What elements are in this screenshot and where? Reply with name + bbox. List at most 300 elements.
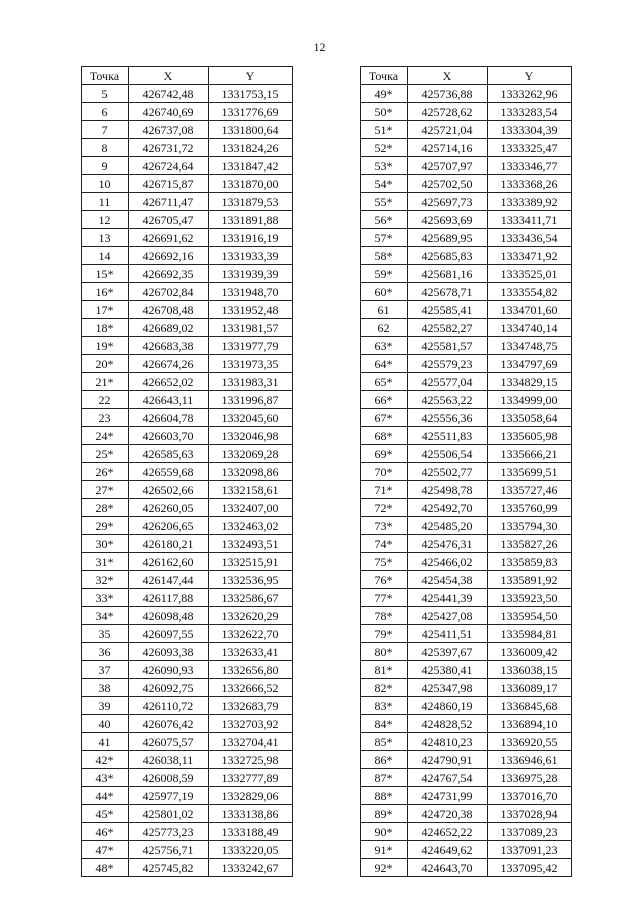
cell-point: 6 <box>82 103 129 121</box>
cell-y: 1333242,67 <box>209 859 293 877</box>
cell-point: 45* <box>82 805 129 823</box>
cell-y: 1333368,26 <box>488 175 572 193</box>
cell-point: 71* <box>361 481 408 499</box>
cell-y: 1331870,00 <box>209 175 293 193</box>
cell-y: 1332536,95 <box>209 571 293 589</box>
cell-y: 1331916,19 <box>209 229 293 247</box>
cell-y: 1331996,87 <box>209 391 293 409</box>
table-row <box>361 625 572 643</box>
table-row <box>361 103 572 121</box>
cell-y: 1331800,64 <box>209 121 293 139</box>
table-row <box>361 481 572 499</box>
header-x: X <box>408 67 488 85</box>
table-row <box>82 247 293 265</box>
cell-y: 1331973,35 <box>209 355 293 373</box>
cell-y: 1331981,57 <box>209 319 293 337</box>
cell-y: 1336845,68 <box>488 697 572 715</box>
cell-y: 1331952,48 <box>209 301 293 319</box>
cell-y: 1331776,69 <box>209 103 293 121</box>
cell-y: 1333346,77 <box>488 157 572 175</box>
cell-x: 424790,91 <box>408 751 488 769</box>
cell-point: 30* <box>82 535 129 553</box>
cell-x: 426724,64 <box>129 157 209 175</box>
table-row <box>361 535 572 553</box>
table-row <box>82 805 293 823</box>
cell-y: 1333304,39 <box>488 121 572 139</box>
cell-x: 426740,69 <box>129 103 209 121</box>
table-row <box>361 175 572 193</box>
table-row <box>82 751 293 769</box>
header-x: X <box>129 67 209 85</box>
table-row <box>361 823 572 841</box>
cell-x: 426715,87 <box>129 175 209 193</box>
cell-point: 41 <box>82 733 129 751</box>
cell-y: 1333471,92 <box>488 247 572 265</box>
cell-x: 426092,75 <box>129 679 209 697</box>
cell-x: 425347,98 <box>408 679 488 697</box>
header-point: Точка <box>361 67 408 85</box>
cell-y: 1331939,39 <box>209 265 293 283</box>
cell-point: 84* <box>361 715 408 733</box>
table-row <box>361 121 572 139</box>
table-row <box>361 805 572 823</box>
cell-y: 1332069,28 <box>209 445 293 463</box>
cell-x: 426603,70 <box>129 427 209 445</box>
cell-x: 425773,23 <box>129 823 209 841</box>
table-row <box>361 769 572 787</box>
cell-x: 425685,83 <box>408 247 488 265</box>
cell-point: 32* <box>82 571 129 589</box>
cell-y: 1332045,60 <box>209 409 293 427</box>
cell-y: 1333188,49 <box>209 823 293 841</box>
cell-point: 42* <box>82 751 129 769</box>
table-row <box>361 697 572 715</box>
cell-x: 426147,44 <box>129 571 209 589</box>
cell-point: 44* <box>82 787 129 805</box>
cell-y: 1335699,51 <box>488 463 572 481</box>
cell-y: 1337028,94 <box>488 805 572 823</box>
cell-y: 1331977,79 <box>209 337 293 355</box>
table-row <box>82 427 293 445</box>
cell-y: 1332586,67 <box>209 589 293 607</box>
table-row <box>82 121 293 139</box>
table-row <box>82 643 293 661</box>
table-row <box>361 229 572 247</box>
cell-point: 79* <box>361 625 408 643</box>
table-row <box>361 679 572 697</box>
cell-x: 425577,04 <box>408 373 488 391</box>
header-y: Y <box>209 67 293 85</box>
table-row <box>82 589 293 607</box>
table-row <box>361 859 572 877</box>
cell-y: 1335605,98 <box>488 427 572 445</box>
cell-x: 424720,38 <box>408 805 488 823</box>
cell-point: 22 <box>82 391 129 409</box>
table-row <box>361 787 572 805</box>
cell-x: 424652,22 <box>408 823 488 841</box>
cell-point: 61 <box>361 301 408 319</box>
header-point: Точка <box>82 67 129 85</box>
cell-point: 49* <box>361 85 408 103</box>
cell-point: 40 <box>82 715 129 733</box>
cell-point: 83* <box>361 697 408 715</box>
cell-point: 26* <box>82 463 129 481</box>
table-row <box>82 337 293 355</box>
table-row <box>361 301 572 319</box>
table-row <box>82 859 293 877</box>
cell-y: 1332620,29 <box>209 607 293 625</box>
cell-y: 1333389,92 <box>488 193 572 211</box>
table-row <box>82 355 293 373</box>
cell-y: 1333262,96 <box>488 85 572 103</box>
table-row <box>82 697 293 715</box>
cell-point: 91* <box>361 841 408 859</box>
cell-point: 57* <box>361 229 408 247</box>
cell-point: 73* <box>361 517 408 535</box>
cell-y: 1333325,47 <box>488 139 572 157</box>
cell-x: 425397,67 <box>408 643 488 661</box>
cell-y: 1332407,00 <box>209 499 293 517</box>
cell-x: 425693,69 <box>408 211 488 229</box>
cell-x: 425697,73 <box>408 193 488 211</box>
cell-point: 80* <box>361 643 408 661</box>
table-row <box>82 391 293 409</box>
cell-point: 63* <box>361 337 408 355</box>
coordinates-table-right <box>360 66 572 877</box>
cell-x: 425702,50 <box>408 175 488 193</box>
table-row <box>361 499 572 517</box>
cell-x: 426652,02 <box>129 373 209 391</box>
table-row <box>82 499 293 517</box>
cell-point: 39 <box>82 697 129 715</box>
cell-point: 89* <box>361 805 408 823</box>
cell-x: 425454,38 <box>408 571 488 589</box>
cell-y: 1331824,26 <box>209 139 293 157</box>
table-row <box>361 553 572 571</box>
cell-y: 1332656,80 <box>209 661 293 679</box>
cell-y: 1334701,60 <box>488 301 572 319</box>
table-row <box>82 571 293 589</box>
cell-point: 10 <box>82 175 129 193</box>
table-row <box>361 517 572 535</box>
table-row <box>82 463 293 481</box>
cell-point: 67* <box>361 409 408 427</box>
table-row <box>82 409 293 427</box>
cell-y: 1336038,15 <box>488 661 572 679</box>
table-row <box>361 589 572 607</box>
cell-point: 25* <box>82 445 129 463</box>
cell-x: 425678,71 <box>408 283 488 301</box>
table-row <box>361 139 572 157</box>
cell-y: 1333283,54 <box>488 103 572 121</box>
cell-x: 426702,84 <box>129 283 209 301</box>
cell-y: 1337089,23 <box>488 823 572 841</box>
table-row <box>361 751 572 769</box>
page-number: 12 <box>313 40 326 54</box>
cell-point: 31* <box>82 553 129 571</box>
cell-point: 38 <box>82 679 129 697</box>
cell-y: 1337091,23 <box>488 841 572 859</box>
cell-y: 1335923,50 <box>488 589 572 607</box>
cell-point: 85* <box>361 733 408 751</box>
cell-y: 1336975,28 <box>488 769 572 787</box>
cell-x: 425563,22 <box>408 391 488 409</box>
cell-y: 1332098,86 <box>209 463 293 481</box>
cell-x: 425411,51 <box>408 625 488 643</box>
cell-x: 425427,08 <box>408 607 488 625</box>
cell-y: 1336946,61 <box>488 751 572 769</box>
table-row <box>82 85 293 103</box>
cell-x: 426097,55 <box>129 625 209 643</box>
cell-y: 1335984,81 <box>488 625 572 643</box>
cell-x: 425556,36 <box>408 409 488 427</box>
table-row <box>361 193 572 211</box>
cell-x: 425756,71 <box>129 841 209 859</box>
cell-x: 426093,38 <box>129 643 209 661</box>
cell-y: 1332493,51 <box>209 535 293 553</box>
table-row <box>361 715 572 733</box>
cell-y: 1336009,42 <box>488 643 572 661</box>
cell-x: 425579,23 <box>408 355 488 373</box>
cell-x: 426731,72 <box>129 139 209 157</box>
cell-x: 425502,77 <box>408 463 488 481</box>
cell-y: 1333525,01 <box>488 265 572 283</box>
cell-y: 1335760,99 <box>488 499 572 517</box>
cell-x: 426708,48 <box>129 301 209 319</box>
cell-y: 1335727,46 <box>488 481 572 499</box>
cell-x: 426689,02 <box>129 319 209 337</box>
cell-x: 425714,16 <box>408 139 488 157</box>
cell-x: 424767,54 <box>408 769 488 787</box>
cell-point: 11 <box>82 193 129 211</box>
cell-y: 1332683,79 <box>209 697 293 715</box>
cell-x: 426076,42 <box>129 715 209 733</box>
cell-y: 1335827,26 <box>488 535 572 553</box>
cell-point: 46* <box>82 823 129 841</box>
cell-x: 425581,57 <box>408 337 488 355</box>
cell-x: 426705,47 <box>129 211 209 229</box>
table-row <box>361 355 572 373</box>
cell-point: 51* <box>361 121 408 139</box>
cell-x: 426742,48 <box>129 85 209 103</box>
cell-point: 75* <box>361 553 408 571</box>
cell-point: 29* <box>82 517 129 535</box>
cell-y: 1331891,88 <box>209 211 293 229</box>
cell-x: 424828,52 <box>408 715 488 733</box>
cell-x: 425745,82 <box>129 859 209 877</box>
table-row <box>82 103 293 121</box>
cell-x: 426643,11 <box>129 391 209 409</box>
cell-x: 425506,54 <box>408 445 488 463</box>
cell-point: 52* <box>361 139 408 157</box>
table-row <box>361 643 572 661</box>
cell-point: 72* <box>361 499 408 517</box>
cell-point: 23 <box>82 409 129 427</box>
cell-point: 76* <box>361 571 408 589</box>
cell-point: 36 <box>82 643 129 661</box>
cell-point: 37 <box>82 661 129 679</box>
table-row <box>82 373 293 391</box>
table-row <box>82 265 293 283</box>
cell-y: 1331933,39 <box>209 247 293 265</box>
table-row <box>82 175 293 193</box>
cell-x: 426692,16 <box>129 247 209 265</box>
cell-x: 426711,47 <box>129 193 209 211</box>
cell-x: 426075,57 <box>129 733 209 751</box>
cell-x: 426502,66 <box>129 481 209 499</box>
table-row <box>82 193 293 211</box>
cell-x: 425689,95 <box>408 229 488 247</box>
cell-x: 424731,99 <box>408 787 488 805</box>
cell-y: 1335954,50 <box>488 607 572 625</box>
cell-y: 1332666,52 <box>209 679 293 697</box>
cell-x: 425582,27 <box>408 319 488 337</box>
cell-point: 9 <box>82 157 129 175</box>
cell-x: 425736,88 <box>408 85 488 103</box>
cell-x: 425721,04 <box>408 121 488 139</box>
cell-y: 1333220,05 <box>209 841 293 859</box>
cell-point: 66* <box>361 391 408 409</box>
cell-x: 425801,02 <box>129 805 209 823</box>
table-row <box>82 625 293 643</box>
cell-x: 426260,05 <box>129 499 209 517</box>
table-row <box>82 157 293 175</box>
cell-y: 1334999,00 <box>488 391 572 409</box>
table-row <box>361 571 572 589</box>
cell-x: 426585,63 <box>129 445 209 463</box>
cell-point: 19* <box>82 337 129 355</box>
table-row <box>361 247 572 265</box>
cell-point: 64* <box>361 355 408 373</box>
cell-y: 1332622,70 <box>209 625 293 643</box>
cell-point: 82* <box>361 679 408 697</box>
cell-point: 8 <box>82 139 129 157</box>
table-row <box>361 607 572 625</box>
table-row <box>82 553 293 571</box>
cell-point: 90* <box>361 823 408 841</box>
cell-y: 1336920,55 <box>488 733 572 751</box>
cell-x: 425498,78 <box>408 481 488 499</box>
cell-point: 34* <box>82 607 129 625</box>
table-row <box>82 715 293 733</box>
cell-point: 17* <box>82 301 129 319</box>
cell-point: 54* <box>361 175 408 193</box>
table-row <box>82 823 293 841</box>
header-y: Y <box>488 67 572 85</box>
table-row <box>361 463 572 481</box>
cell-point: 59* <box>361 265 408 283</box>
cell-x: 424860,19 <box>408 697 488 715</box>
table-row <box>361 283 572 301</box>
table-row <box>82 211 293 229</box>
table-row <box>82 769 293 787</box>
cell-y: 1332703,92 <box>209 715 293 733</box>
cell-point: 92* <box>361 859 408 877</box>
cell-x: 426604,78 <box>129 409 209 427</box>
table-row <box>82 535 293 553</box>
cell-point: 50* <box>361 103 408 121</box>
table-row <box>82 661 293 679</box>
cell-point: 18* <box>82 319 129 337</box>
cell-x: 424643,70 <box>408 859 488 877</box>
cell-x: 425707,97 <box>408 157 488 175</box>
left-table-body <box>82 85 293 877</box>
cell-x: 425585,41 <box>408 301 488 319</box>
cell-point: 7 <box>82 121 129 139</box>
cell-x: 425728,62 <box>408 103 488 121</box>
table-row <box>82 445 293 463</box>
cell-y: 1334797,69 <box>488 355 572 373</box>
cell-point: 74* <box>361 535 408 553</box>
cell-y: 1333554,82 <box>488 283 572 301</box>
table-row <box>361 391 572 409</box>
cell-y: 1334748,75 <box>488 337 572 355</box>
cell-y: 1336894,10 <box>488 715 572 733</box>
cell-y: 1332046,98 <box>209 427 293 445</box>
cell-point: 15* <box>82 265 129 283</box>
table-row <box>82 229 293 247</box>
cell-y: 1333436,54 <box>488 229 572 247</box>
cell-y: 1337016,70 <box>488 787 572 805</box>
cell-x: 425492,70 <box>408 499 488 517</box>
table-row <box>361 319 572 337</box>
cell-y: 1331879,53 <box>209 193 293 211</box>
cell-x: 425977,19 <box>129 787 209 805</box>
cell-point: 88* <box>361 787 408 805</box>
cell-y: 1331847,42 <box>209 157 293 175</box>
cell-x: 424649,62 <box>408 841 488 859</box>
cell-point: 58* <box>361 247 408 265</box>
cell-point: 21* <box>82 373 129 391</box>
cell-point: 77* <box>361 589 408 607</box>
cell-point: 87* <box>361 769 408 787</box>
coordinates-table-left <box>81 66 293 877</box>
cell-y: 1331983,31 <box>209 373 293 391</box>
table-row <box>361 409 572 427</box>
cell-point: 13 <box>82 229 129 247</box>
cell-y: 1334829,15 <box>488 373 572 391</box>
cell-y: 1334740,14 <box>488 319 572 337</box>
cell-x: 426206,65 <box>129 517 209 535</box>
cell-x: 425511,83 <box>408 427 488 445</box>
cell-point: 48* <box>82 859 129 877</box>
cell-x: 426737,08 <box>129 121 209 139</box>
cell-x: 426692,35 <box>129 265 209 283</box>
table-row <box>361 211 572 229</box>
table-row <box>361 337 572 355</box>
table-row <box>361 85 572 103</box>
cell-x: 425466,02 <box>408 553 488 571</box>
table-row <box>361 445 572 463</box>
table-row <box>82 787 293 805</box>
cell-y: 1331948,70 <box>209 283 293 301</box>
cell-x: 426117,88 <box>129 589 209 607</box>
table-row <box>361 373 572 391</box>
cell-y: 1333411,71 <box>488 211 572 229</box>
cell-y: 1335666,21 <box>488 445 572 463</box>
cell-point: 35 <box>82 625 129 643</box>
table-row <box>361 661 572 679</box>
cell-y: 1332829,06 <box>209 787 293 805</box>
table-header-row <box>82 67 293 85</box>
cell-y: 1337095,42 <box>488 859 572 877</box>
cell-y: 1332463,02 <box>209 517 293 535</box>
cell-x: 426090,93 <box>129 661 209 679</box>
cell-x: 426162,60 <box>129 553 209 571</box>
cell-x: 426180,21 <box>129 535 209 553</box>
cell-point: 24* <box>82 427 129 445</box>
table-row <box>82 139 293 157</box>
